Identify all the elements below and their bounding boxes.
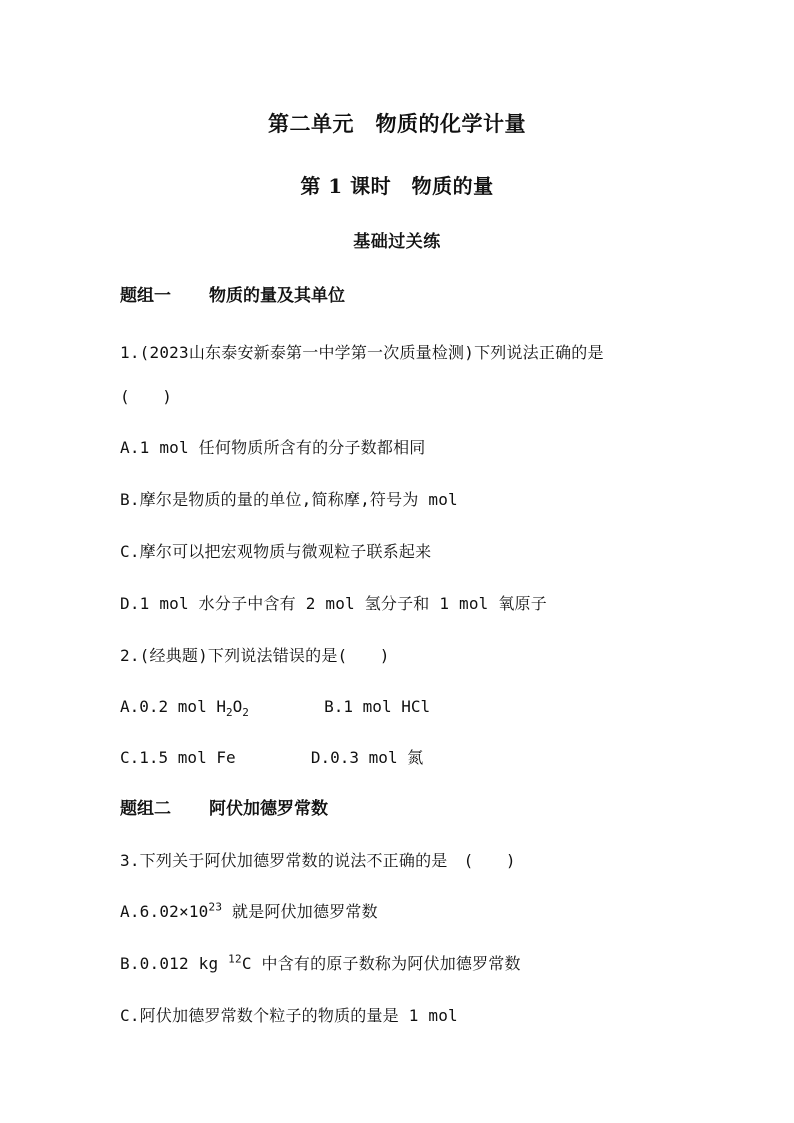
question-1-stem-prefix: 1.(2023 [120, 343, 189, 362]
question-group-1-heading [120, 288, 345, 305]
question-group-2-heading [120, 801, 328, 818]
question-3-option-c: C.阿伏加德罗常数个粒子的物质的量是 1 mol [120, 1006, 458, 1025]
question-3-option-a-suffix: 就是阿伏加德罗常数 [222, 902, 378, 921]
question-1-option-d: D.1 mol 水分子中含有 2 mol 氢分子和 1 mol 氧原子 [120, 594, 547, 613]
question-3-option-b-suffix: C 中含有的原子数称为阿伏加德罗常数 [241, 954, 521, 973]
question-2-option-a-sub2: 2 [242, 706, 249, 720]
question-2-option-a-mid: O [232, 697, 243, 716]
question-group-2-title: 阿伏加德罗常数 [209, 799, 328, 819]
question-2-options-row-2 [120, 750, 423, 766]
question-1-option-c: C.摩尔可以把宏观物质与微观粒子联系起来 [120, 542, 432, 561]
question-1-stem [120, 345, 604, 361]
question-3-option-a-prefix: A.6.02×10 [120, 902, 209, 921]
question-3-option-b-prefix: B.0.012 kg [120, 954, 229, 973]
question-3-option-a-sup: 23 [208, 900, 223, 914]
question-2-option-a-prefix: A.0.2 mol H [120, 697, 226, 716]
lesson-title: 第 1 课时 物质的量 [300, 174, 494, 198]
question-1-source: 山东泰安新泰第一中学第一次质量检测 [188, 343, 465, 362]
unit-title: 第二单元 物质的化学计量 [268, 111, 526, 136]
question-3-option-b [120, 952, 521, 973]
question-2-option-c: C.1.5 mol Fe [120, 748, 236, 767]
question-1-blank: ( ) [120, 387, 173, 406]
question-3-option-a [120, 900, 378, 921]
question-3-stem: 3.下列关于阿伏加德罗常数的说法不正确的是 ( ) [120, 851, 516, 870]
question-group-1-title: 物质的量及其单位 [209, 286, 345, 306]
question-group-2-label: 题组二 [120, 799, 171, 819]
question-2-stem: 2.(经典题)下列说法错误的是( ) [120, 646, 390, 665]
question-2-option-a-sub1: 2 [225, 706, 233, 720]
question-1-option-a: A.1 mol 任何物质所含有的分子数都相同 [120, 438, 426, 457]
question-2-option-b: B.1 mol HCl [324, 697, 431, 716]
section-title: 基础过关练 [353, 232, 441, 252]
question-2-option-d: D.0.3 mol 氮 [310, 748, 424, 767]
question-3-option-b-sup: 12 [228, 952, 242, 966]
question-1-option-b: B.摩尔是物质的量的单位,简称摩,符号为 mol [120, 490, 458, 509]
question-1-stem-suffix: )下列说法正确的是 [464, 343, 604, 362]
question-2-options-row-1 [120, 697, 431, 720]
question-2-option-a [120, 697, 259, 720]
question-group-1-label: 题组一 [120, 286, 171, 306]
